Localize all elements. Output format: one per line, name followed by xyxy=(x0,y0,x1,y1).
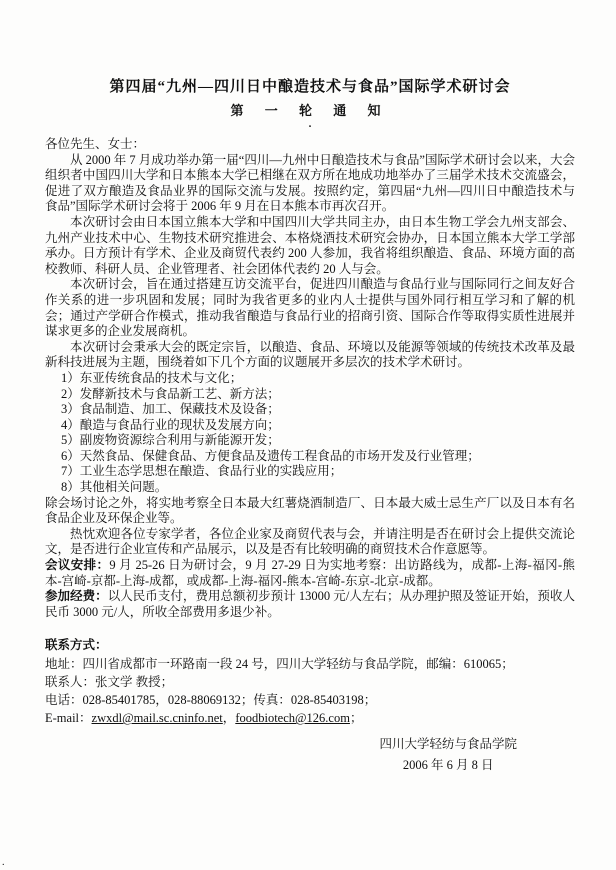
paragraph-organizers: 本次研讨会由日本国立熊本大学和中国四川大学共同主办，由日本生物工学会九州支部会、九州产业技术中心、生物技术研究推进会、本格烧酒技术研究会协办，日本国立熊本大学工学部承办。日方预计有学术、企业及商贸代表约 200 人参加，我省将组织酿造、食品、环境方面的高校教师、科研人员、企业管理者、社会团体代表约 20 人与会。 xyxy=(45,214,575,276)
topic-item-4: 4）酿造与食品行业的现状及发展方向； xyxy=(61,417,280,432)
document-body xyxy=(45,137,575,776)
signature-block xyxy=(379,734,517,776)
paragraph-theme: 本次研讨会秉承大会的既定宗旨，以酿造、食品、环境以及能源等领域的传统技术改革及最新科技进展为主题，围绕着如下几个方面的议题展开多层次的技术学术研讨。 xyxy=(45,339,575,370)
schedule-label: 会议安排： xyxy=(45,558,110,573)
fee-text: 以人民币支付，费用总额初步预计 13000 元/人左右；从办理护照及签证开始，预收人民币 3000 元/人，所收全部费用多退少补。 xyxy=(45,589,575,619)
signature-date: 2006 年 6 月 8 日 xyxy=(402,758,494,773)
paragraph-purpose: 本次研讨会，旨在通过搭建互访交流平台，促进四川酿造与食品行业与国际同行之间友好合作关系的进一步巩固和发展；同时为我省更多的业内人士提供与国外同行相互学习和了解的机会；通过产学研合作模式，推动我省酿造与食品行业的招商引资、国际合作等取得实质性进展并谋求更多的企业发展商机。 xyxy=(45,277,575,339)
email-label: E-mail： xyxy=(45,711,92,726)
paragraph-visits: 除会场讨论之外，将实地考察全日本最大红薯烧酒制造厂、日本最大威士忌生产厂以及日本有名食品企业及环保企业等。 xyxy=(45,495,575,526)
contact-email-line xyxy=(45,709,575,727)
topic-item-1: 1）东亚传统食品的技术与文化； xyxy=(61,370,243,385)
contact-person: 联系人：张文学 教授； xyxy=(45,674,174,689)
schedule-paragraph xyxy=(45,558,575,589)
schedule-text: 9 月 25-26 日为研讨会，9 月 27-29 日为实地考察：出访路线为，成都-上海-福冈-熊本-宫崎-京都-上海-成都，或成都-上海-福冈-熊本-宫崎-东京-北京-成都。 xyxy=(45,558,575,588)
topic-item-5: 5）副废物资源综合利用与新能源开发； xyxy=(61,433,280,448)
fee-paragraph xyxy=(45,589,575,620)
topic-item-3: 3）食品制造、加工、保藏技术及设备； xyxy=(61,402,280,417)
topic-item-6: 6）天然食品、保健食品、方便食品及遗传工程食品的市场开发及行业管理； xyxy=(61,448,480,463)
topic-list xyxy=(45,371,575,496)
paragraph-welcome: 热忱欢迎各位专家学者，各位企业家及商贸代表与会，并请注明是否在研讨会上提供交流论文，是否进行企业宣传和产品展示，以及是否有比较明确的商贸技术合作意愿等。 xyxy=(45,526,575,557)
topic-item-7: 7）工业生态学思想在酿造、食品行业的实践应用； xyxy=(61,464,343,479)
signature-organization: 四川大学轻纺与食品学院 xyxy=(379,737,517,752)
document-title: 第四届“九州—四川日中酿造技术与食品”国际学术研讨会 xyxy=(109,79,511,95)
document-subtitle: 第 一 轮 通 知 xyxy=(230,103,390,118)
email-address-1: zwxdl@mail.sc.cninfo.net xyxy=(91,711,223,726)
scan-artifact-dot: . xyxy=(308,118,312,130)
salutation: 各位先生、女士： xyxy=(45,137,146,151)
contact-address: 地址：四川省成都市一环路南一段 24 号，四川大学轻纺与食品学院，邮编：610065； xyxy=(45,656,514,671)
topic-item-8: 8）其他相关问题。 xyxy=(61,480,168,495)
contact-section xyxy=(45,636,575,727)
topic-item-2: 2）发酵新技术与食品新工艺、新方法； xyxy=(61,386,280,401)
contact-heading: 联系方式： xyxy=(45,638,108,653)
contact-phone: 电话：028-85401785，028-88069132；传真：028-85403198； xyxy=(45,693,377,708)
paragraph-intro: 从 2000 年 7 月成功举办第一届“四川—九州中日酿造技术与食品”国际学术研讨会以来，大会组织者中国四川大学和日本熊本大学已相继在双方所在地成功地举办了三届学术技术交流盛会，促进了双方酿造及食品业界的国际交流与发展。按照约定，第四届“九州—四川日中酿造技术与食品”国际学术研讨会将于 2006 年 9 月在日本熊本市再次召开。 xyxy=(45,152,575,214)
email-line-end: ； xyxy=(349,711,363,726)
email-address-2: foodbiotech@126.com xyxy=(235,711,350,726)
scan-artifact-dot-bottom: . xyxy=(2,857,5,868)
fee-label: 参加经费： xyxy=(45,589,108,604)
email-separator: ， xyxy=(222,711,236,726)
